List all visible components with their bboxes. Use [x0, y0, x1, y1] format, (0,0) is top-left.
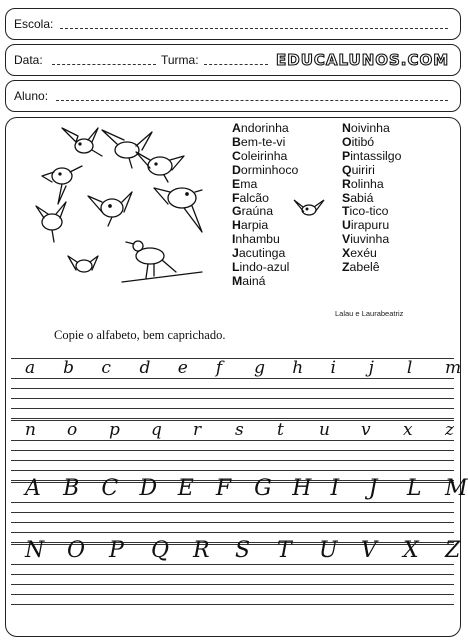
cursive-letter: J: [368, 476, 378, 501]
cursive-letter: n: [25, 420, 36, 440]
writing-row-uppercase-1[interactable]: [11, 476, 468, 544]
cursive-letter: j: [368, 358, 374, 378]
bird-name-item: [342, 178, 401, 192]
bird-name-initial: S: [342, 190, 351, 205]
cursive-letter: B: [63, 476, 80, 501]
cursive-letter: D: [139, 476, 158, 501]
cursive-letter: z: [445, 420, 454, 440]
bird-name-item: [232, 205, 298, 219]
bird-name-rest: oivinha: [350, 121, 390, 135]
bird-name-rest: ndorinha: [240, 121, 289, 135]
bird-icon: [88, 192, 132, 226]
bird-name-rest: intassilgo: [350, 148, 402, 163]
writing-row-lowercase-1[interactable]: [11, 356, 462, 420]
data-field[interactable]: [52, 64, 156, 65]
writing-rule: [11, 532, 454, 533]
bird-icon: [62, 128, 102, 156]
cursive-letter: v: [361, 420, 371, 440]
bird-name-initial: M: [232, 273, 243, 288]
brand-logo: EDUCALUNOS.COM: [276, 51, 450, 69]
bird-name-item: [232, 192, 298, 206]
bird-name-rest: orminhoco: [240, 162, 299, 177]
bird-name-rest: abiá: [350, 190, 374, 205]
cursive-letter: h: [292, 358, 304, 378]
writing-rule: [11, 460, 454, 461]
bird-name-rest: arpia: [240, 218, 269, 233]
bird-name-initial: Q: [342, 162, 352, 177]
bird-name-item: [232, 178, 298, 192]
cursive-letter: R: [193, 538, 210, 563]
cursive-letter: E: [177, 476, 194, 501]
writing-rule: [11, 594, 454, 595]
illustration-credit: Lalau e Laurabeatriz: [335, 309, 404, 318]
turma-field[interactable]: [204, 64, 268, 65]
bird-name-rest: abelê: [349, 260, 380, 275]
bird-icon: [42, 166, 82, 204]
data-box: [5, 44, 461, 76]
bird-name-rest: ico-tico: [349, 204, 389, 219]
cursive-letter: s: [235, 420, 244, 440]
bird-name-initial: A: [232, 121, 241, 135]
bird-name-item: [232, 261, 298, 275]
cursive-letter: N: [25, 538, 45, 563]
cursive-letter: X: [403, 538, 419, 563]
bird-name-initial: F: [232, 190, 240, 205]
bird-name-item: [342, 150, 401, 164]
bird-name-rest: indo-azul: [239, 260, 290, 275]
cursive-letter: o: [67, 420, 78, 440]
bird-name-item: [232, 247, 298, 261]
writing-rule: [11, 358, 454, 359]
instruction-text: Copie o alfabeto, bem caprichado.: [54, 328, 226, 342]
escola-label: Escola:: [14, 17, 54, 31]
cursive-letter: M: [445, 476, 468, 501]
bird-name-item: [232, 275, 298, 289]
bird-name-initial: H: [232, 218, 241, 233]
cursive-letter: x: [403, 420, 413, 440]
bird-name-initial: T: [342, 204, 350, 219]
bird-name-initial: B: [232, 134, 241, 149]
bird-name-initial: G: [232, 204, 242, 219]
cursive-letter: P: [109, 538, 124, 563]
escola-box: [5, 8, 461, 40]
bird-name-item: [232, 122, 298, 136]
escola-field[interactable]: [60, 28, 448, 29]
bird-name-rest: nhambu: [235, 232, 280, 247]
writing-rule: [11, 604, 454, 605]
bird-name-initial: D: [232, 162, 241, 177]
cursive-letter: g: [254, 358, 265, 378]
cursive-letter: p: [109, 420, 120, 440]
cursive-letter: U: [319, 538, 338, 563]
bird-name-initial: P: [342, 148, 351, 163]
writing-rule: [11, 398, 454, 399]
aluno-label: Aluno:: [14, 89, 49, 103]
bird-name-initial: I: [232, 232, 236, 247]
bird-name-rest: acutinga: [238, 246, 286, 261]
writing-rule: [11, 522, 454, 523]
bird-name-rest: olinha: [350, 176, 384, 191]
bird-name-initial: U: [342, 218, 351, 233]
cursive-letter: f: [215, 358, 223, 378]
bird-icon: [68, 256, 98, 272]
cursive-letter: T: [277, 538, 292, 563]
cursive-letter: u: [319, 420, 330, 440]
cursive-letter: H: [292, 476, 312, 501]
turma-label: Turma:: [161, 53, 199, 67]
bird-name-rest: ma: [240, 176, 258, 191]
bird-name-initial: Z: [342, 260, 350, 275]
bird-name-item: [342, 219, 401, 233]
bird-name-item: [342, 233, 401, 247]
bird-name-rest: itibó: [351, 134, 375, 149]
aluno-box: [5, 80, 461, 112]
writing-rule: [11, 388, 454, 389]
bird-name-initial: E: [232, 176, 241, 191]
bird-name-item: [342, 247, 401, 261]
bird-name-item: [342, 261, 401, 275]
writing-rule: [11, 450, 454, 451]
cursive-letter: C: [101, 476, 119, 501]
cursive-letter: c: [101, 358, 111, 378]
cursive-letter: t: [277, 420, 284, 440]
cursive-letter: S: [235, 538, 251, 563]
bird-name-rest: oleirinha: [240, 148, 288, 163]
writing-rule: [11, 408, 454, 409]
cursive-letter: i: [330, 358, 336, 378]
writing-rule: [11, 378, 454, 379]
writing-rule: [11, 420, 454, 421]
bird-name-rest: exéu: [350, 246, 377, 261]
bird-name-rest: ainá: [242, 273, 266, 288]
bird-name-item: [232, 164, 298, 178]
cursive-letter: A: [25, 476, 41, 501]
cursive-letter: O: [67, 538, 86, 563]
bird-name-item: [342, 205, 401, 219]
writing-rule: [11, 584, 454, 585]
writing-rule: [11, 564, 454, 565]
cursive-letter: a: [25, 358, 36, 378]
bird-name-item: [232, 150, 298, 164]
bird-name-initial: N: [342, 121, 351, 135]
writing-rule: [11, 574, 454, 575]
cursive-letter: I: [330, 476, 340, 501]
writing-row-uppercase-2[interactable]: [11, 538, 461, 606]
bird-icon: [136, 152, 184, 182]
cursive-letter: q: [151, 420, 162, 440]
writing-rule: [11, 512, 454, 513]
writing-rule: [11, 470, 454, 471]
bird-name-item: [232, 233, 298, 247]
bird-name-rest: uiriri: [351, 162, 375, 177]
cursive-letter: L: [406, 476, 422, 501]
bird-name-item: [342, 164, 401, 178]
bird-name-item: [232, 136, 298, 150]
bird-name-initial: O: [342, 134, 352, 149]
bird-name-rest: alcão: [239, 190, 269, 205]
bird-name-rest: irapuru: [350, 218, 390, 233]
bird-icon: [36, 202, 66, 242]
bird-name-rest: iuvinha: [350, 232, 390, 247]
bird-name-initial: C: [232, 148, 241, 163]
bird-name-rest: raúna: [241, 204, 274, 219]
cursive-letter: r: [193, 420, 202, 440]
cursive-letter: m: [445, 358, 462, 378]
cursive-letter: Q: [151, 538, 170, 563]
cursive-letter: V: [361, 538, 377, 563]
cursive-letter: Z: [445, 538, 461, 563]
bird-name-item: [232, 219, 298, 233]
cursive-letter: G: [254, 476, 272, 501]
cursive-letter: l: [406, 358, 413, 378]
writing-rule: [11, 502, 454, 503]
bird-names-list-left: [232, 122, 298, 289]
bird-name-item: [342, 136, 401, 150]
bird-icon: [154, 188, 202, 232]
aluno-field[interactable]: [56, 100, 448, 101]
bird-name-initial: V: [342, 232, 351, 247]
cursive-letter: b: [63, 358, 75, 378]
cursive-letter: d: [139, 358, 151, 378]
bird-icon: [122, 241, 202, 282]
bird-name-initial: L: [232, 260, 240, 275]
birds-illustration: [32, 122, 222, 304]
bird-name-item: [342, 122, 401, 136]
bird-name-initial: R: [342, 176, 351, 191]
writing-row-lowercase-2[interactable]: [11, 418, 454, 482]
data-label: Data:: [14, 53, 43, 67]
writing-rule: [11, 440, 454, 441]
bird-name-initial: J: [232, 246, 239, 261]
bird-name-initial: X: [342, 246, 351, 261]
bird-name-rest: em-te-vi: [240, 134, 286, 149]
cursive-letter: e: [177, 358, 188, 378]
bird-names-list-right: [342, 122, 401, 275]
bird-name-item: [342, 192, 401, 206]
cursive-letter: F: [215, 476, 232, 501]
